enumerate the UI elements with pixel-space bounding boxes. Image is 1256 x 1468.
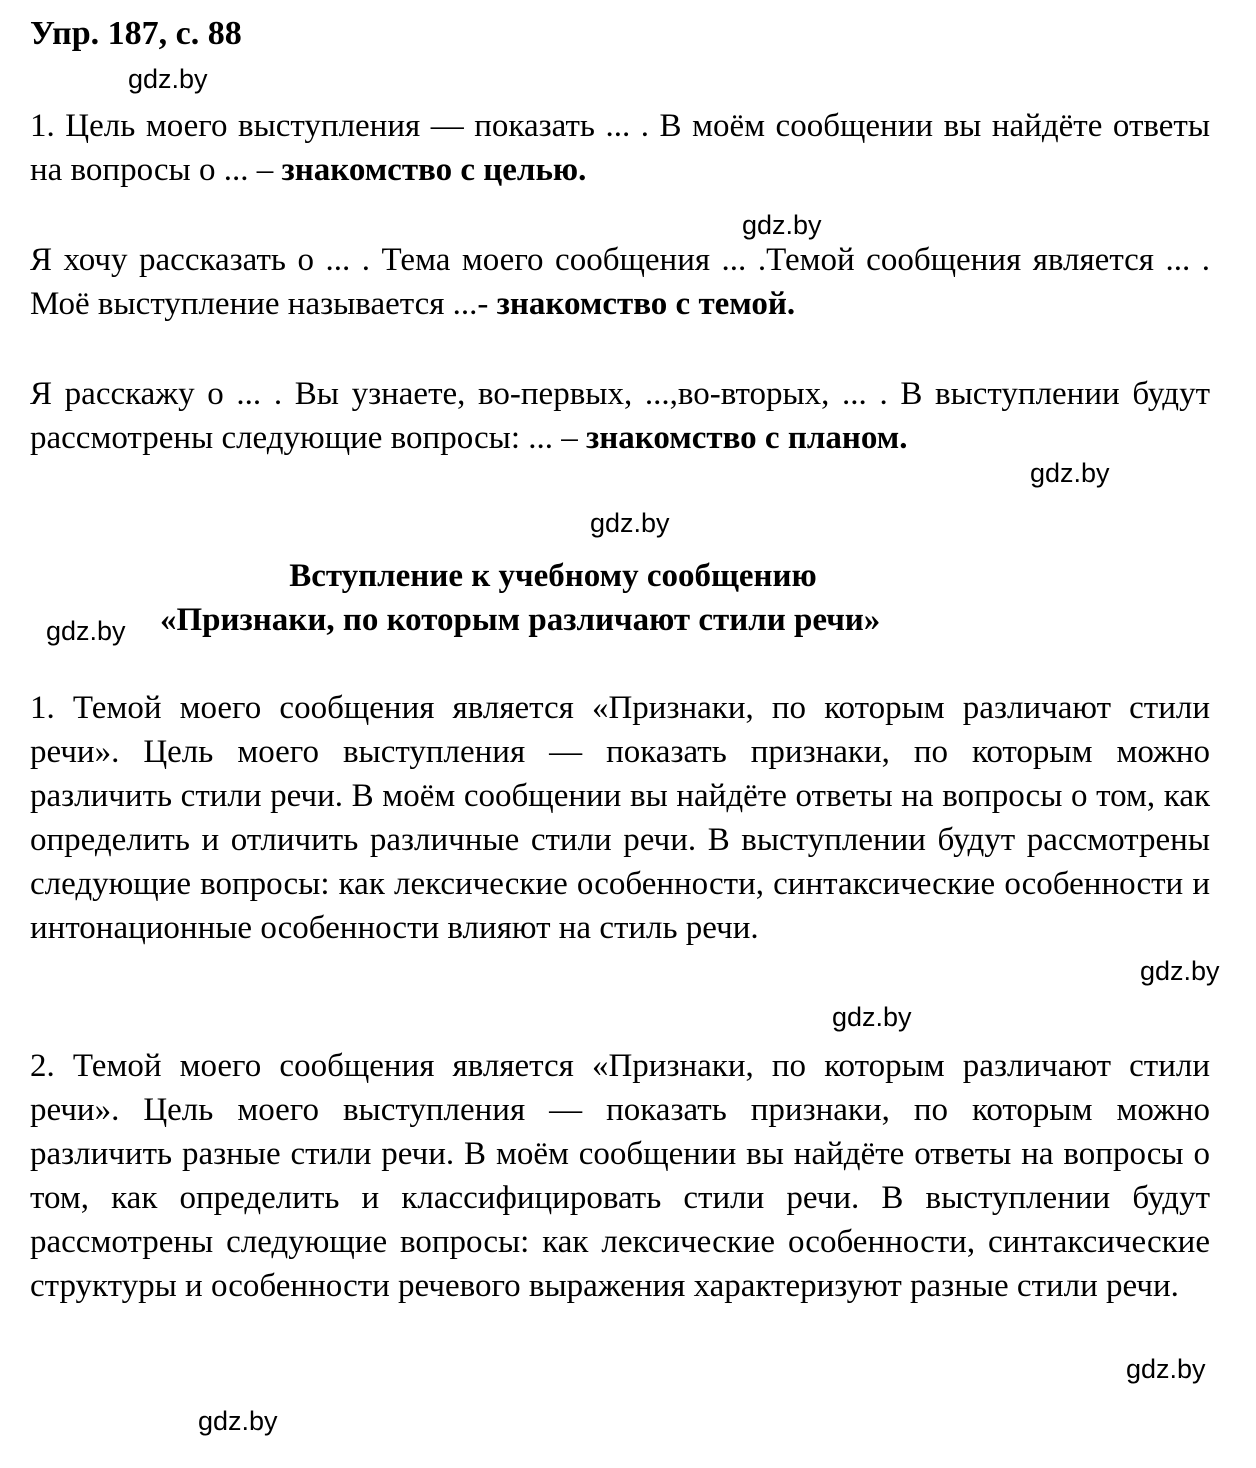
watermark: gdz.by: [198, 1406, 278, 1436]
answer-paragraph-2: 2. Темой моего сообщения является «Признаки, по которым различают стили речи». Цель моего выступления — показать признаки, по которым можно различить разные стили речи. В моём сообщении вы найдёте ответы на вопросы о том, как определить и классифицировать стили речи. В выступлении будут рассмотрены следующие вопросы: как лексические особенности, синтаксические структуры и особенности речевого выражения характеризуют разные стили речи.: [30, 1048, 1210, 1304]
watermark: gdz.by: [590, 508, 670, 538]
intro-paragraph-plan: [30, 372, 1210, 460]
section-title-line2: «Признаки, по которым различают стили речи»: [160, 602, 881, 638]
intro-plan-bold: знакомство с планом.: [586, 420, 908, 456]
intro-paragraph-goal: [30, 104, 1210, 192]
intro-paragraph-topic: [30, 238, 1210, 326]
watermark: gdz.by: [46, 616, 126, 646]
intro-goal-text: 1. Цель моего выступления — показать ... . В моём сообщении вы найдёте ответы на вопросы о ... –: [30, 108, 1210, 188]
watermark: gdz.by: [1126, 1354, 1206, 1384]
watermark: gdz.by: [1140, 956, 1220, 986]
watermark: gdz.by: [128, 64, 208, 94]
intro-topic-text: Я хочу рассказать о ... . Тема моего сообщения ... .Темой сообщения является ... . Моё выступление называется ...-: [30, 242, 1210, 322]
intro-goal-bold: знакомство с целью.: [281, 152, 587, 188]
watermark: gdz.by: [1030, 458, 1110, 488]
exercise-heading: Упр. 187, с. 88: [30, 15, 242, 52]
intro-topic-bold: знакомство с темой.: [496, 286, 796, 322]
watermark: gdz.by: [742, 210, 822, 240]
answer-paragraph-1: 1. Темой моего сообщения является «Признаки, по которым различают стили речи». Цель моего выступления — показать признаки, по которым можно различить стили речи. В моём сообщении вы найдёте ответы на вопросы о том, как определить и отличить различные стили речи. В выступлении будут рассмотрены следующие вопросы: как лексические особенности, синтаксические особенности и интонационные особенности влияют на стиль речи.: [30, 690, 1210, 946]
intro-plan-text: Я расскажу о ... . Вы узнаете, во-первых, ...,во-вторых, ... . В выступлении будут рассмотрены следующие вопросы: ... –: [30, 376, 1210, 456]
watermark: gdz.by: [832, 1002, 912, 1032]
section-title-line1: Вступление к учебному сообщению: [289, 558, 817, 594]
